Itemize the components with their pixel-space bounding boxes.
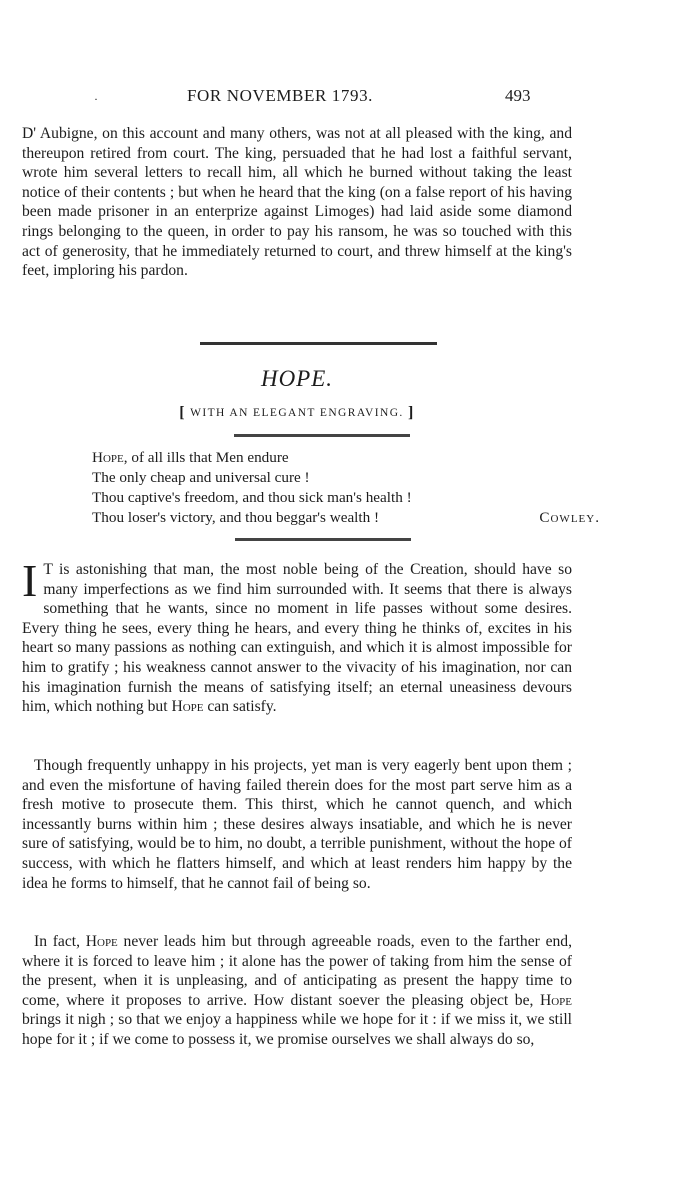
- page: [22, 0, 600, 1048]
- header-dot: ·: [94, 92, 98, 106]
- page-number: 493: [505, 86, 531, 105]
- article-title: HOPE.: [260, 366, 334, 391]
- running-header: [22, 0, 572, 120]
- section-divider: [200, 342, 437, 345]
- verse-line-1-rest: of all ills that Men endure: [127, 449, 289, 466]
- running-title: FOR NOVEMBER 1793.: [187, 86, 374, 105]
- para2-text-a: T is astonishing that man, the most noble being of the Creation, should have so many imperfections as we find him surrounded with. It seems that there is always something that he wants, since no moment in life passes without some desires. Every thing he sees, every thing he hears, and every thing he thinks of, excites in his heart so many passions as nothing can extinguish, and which it is almost impossible for him to gratify ; his weakness cannot answer to the vivacity of his imagination, nor can his imagination furnish the means of satisfying itself; an eternal uneasiness devours him, which nothing but: [22, 561, 572, 716]
- verse-hope: Hope,: [92, 449, 128, 466]
- para4-hope-1: Hope: [85, 933, 118, 950]
- para2-text-b: can satisfy.: [203, 698, 277, 716]
- drop-cap: I: [22, 555, 38, 606]
- para2-hope: Hope: [171, 698, 204, 716]
- bracket-close: ]: [407, 404, 415, 421]
- verse-author: Cowley.: [539, 509, 600, 526]
- verse-line-3: Thou captive's freedom, and thou sick man's health !: [92, 489, 412, 506]
- para4-text-b: never leads him but through agreeable roads, even to the farther end, where it is forced to leave him ; it alone has the power of taking from him the sense of the present, when it is unpleasing, and of anticipating as present the happy time to come, where it proposes to arrive. How distant soever the pleasing object be,: [22, 933, 572, 1009]
- bracket-open: [: [179, 404, 187, 421]
- verse-line-4: Thou loser's victory, and thou beggar's wealth !: [92, 509, 380, 526]
- ornamental-rule-top: [234, 434, 410, 437]
- paragraph-daubigne: D' Aubigne, on this account and many others, was not at all pleased with the king, and thereupon retired from court. The king, persuaded that he had lost a faithful servant, wrote him several letters to recall him, all which he burned without taking the least notice of their contents ; but when he heard that the king (on a false report of his having been made prisoner in an enterprize against Limoges) had laid aside some diamond rings belonging to the queen, in order to pay his ransom, he was so touched with this act of generosity, that he immediately returned to court, and threw himself at the king's feet, imploring his pardon.: [22, 125, 572, 280]
- verse-line-1: [92, 448, 592, 468]
- para4-text-c: brings it nigh ; so that we enjoy a happiness while we hope for it : if we miss it, we still hope for it ; if we come to possess it, we promise ourselves we shall always do so,: [22, 1011, 572, 1048]
- paragraph-projects: Though frequently unhappy in his projects, yet man is very eagerly bent upon them ; and even the misfortune of having failed therein does for the most part serve him as a fresh motive to prosecute them. This thirst, which he cannot quench, and which incessantly burns within him ; these desires always insatiable, and which he is never sure of satisfying, would be to him, no doubt, a terrible punishment, without the hope of success, with which he flatters himself, and which at least renders him happy by the idea he forms to himself, that he cannot fail of being so.: [22, 757, 572, 892]
- para4-text-a: In fact,: [34, 933, 86, 950]
- subtitle-text: WITH AN ELEGANT ENGRAVING.: [190, 407, 404, 419]
- para4-hope-2: Hope: [539, 991, 572, 1009]
- paragraph-in-fact: [22, 932, 572, 1050]
- paragraph-astonishing: [22, 555, 572, 717]
- article-subtitle: [22, 404, 572, 422]
- epigraph-verse: [92, 448, 600, 528]
- ornamental-rule-bottom: [235, 538, 411, 541]
- verse-line-2: The only cheap and universal cure !: [92, 469, 310, 486]
